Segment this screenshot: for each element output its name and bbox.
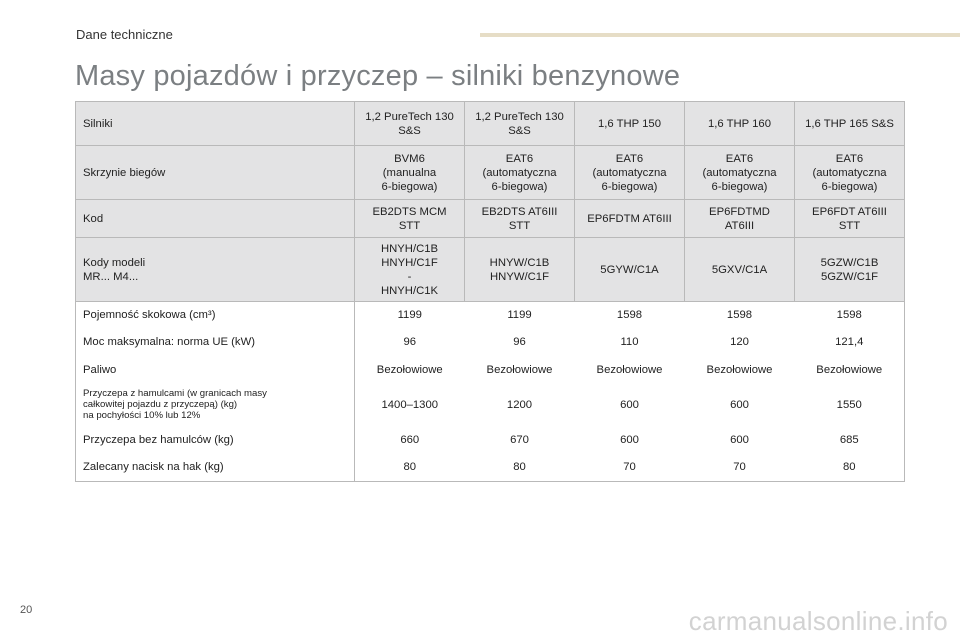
table-cell: EAT6 (automatyczna 6-biegowa) [685,146,795,200]
table-row [76,102,905,146]
table-cell: 5GYW/C1A [575,238,685,302]
row-label: Paliwo [76,356,355,384]
table-cell: HNYW/C1B HNYW/C1F [465,238,575,302]
table-cell: EB2DTS AT6III STT [465,200,575,238]
spec-table [75,101,905,482]
table-cell: Bezołowiowe [376,363,443,376]
table-cell: 600 [730,398,749,411]
page-title: Masy pojazdów i przyczep – silniki benzynowe [75,60,681,92]
table-row [76,356,905,384]
table-row [76,302,905,328]
table-cell: 80 [795,454,905,482]
table-cell: 70 [575,454,685,482]
table-cell: Bezołowiowe [706,363,773,376]
table-cell: 1199 [355,302,465,328]
row-label: Przyczepa bez hamulców (kg) [76,426,355,454]
table-cell: 96 [403,335,417,348]
table-row [76,328,905,356]
table-cell: EAT6 (automatyczna 6-biegowa) [795,146,905,200]
table-cell: 1,2 PureTech 130 S&S [465,102,575,146]
row-label: Zalecany nacisk na hak (kg) [76,454,355,482]
row-label: Moc maksymalna: norma UE (kW) [76,328,355,356]
table-cell: 1,6 THP 165 S&S [795,102,905,146]
table-cell: 600 [730,433,749,446]
table-cell: 96 [513,335,526,348]
table-cell: 1199 [465,302,575,328]
table-row [76,146,905,200]
table-row [76,200,905,238]
table-cell: 1,2 PureTech 130 S&S [355,102,465,146]
table-row [76,426,905,454]
table-cell: 110 [620,335,639,348]
table-cell: 70 [685,454,795,482]
table-cell: 5GZW/C1B 5GZW/C1F [795,238,905,302]
row-label: Kody modeli MR... M4... [76,238,355,302]
table-cell: 600 [620,398,639,411]
table-cell: 120 [730,335,749,348]
table-cell: 1400–1300 [381,398,439,411]
table-row [76,384,905,426]
table-cell: HNYH/C1B HNYH/C1F - HNYH/C1K [355,238,465,302]
table-cell: 1598 [795,302,905,328]
table-cell: BVM6 (manualna 6-biegowa) [355,146,465,200]
table-cell: 5GXV/C1A [685,238,795,302]
section-label: Dane techniczne [76,27,173,42]
table-cell: 1200 [506,398,533,411]
table-cell: EP6FDT AT6III STT [795,200,905,238]
table-row [76,238,905,302]
row-label: Pojemność skokowa (cm³) [76,302,355,328]
table-cell: 121,4 [795,328,905,356]
table-cell: 685 [795,426,905,454]
row-label: Kod [76,200,355,238]
row-label: Skrzynie biegów [76,146,355,200]
watermark: carmanualsonline.info [688,606,948,636]
table-cell: 600 [620,433,639,446]
spec-table-body [76,102,905,482]
table-cell: EP6FDTMD AT6III [685,200,795,238]
row-label: Silniki [76,102,355,146]
page-number: 20 [20,604,33,616]
row-label: Przyczepa z hamulcami (w granicach masy całkowitej pojazdu z przyczepą) (kg) na pochyłości 10% lub 12% [76,384,355,426]
table-cell: EP6FDTM AT6III [575,200,685,238]
table-cell: 80 [465,454,575,482]
table-cell: EAT6 (automatyczna 6-biegowa) [575,146,685,200]
table-cell: Bezołowiowe [486,363,553,376]
table-cell: 1598 [685,302,795,328]
table-cell: EB2DTS MCM STT [355,200,465,238]
table-cell: 1598 [575,302,685,328]
table-cell: Bezołowiowe [795,356,905,384]
table-cell: 80 [355,454,465,482]
table-cell: 670 [510,433,529,446]
table-cell: 1,6 THP 160 [685,102,795,146]
table-cell: 1,6 THP 150 [575,102,685,146]
table-cell: Bezołowiowe [596,363,663,376]
table-cell: EAT6 (automatyczna 6-biegowa) [465,146,575,200]
table-cell: 660 [400,433,420,446]
table-cell: 1550 [795,384,905,426]
table-row [76,454,905,482]
header-rule [480,33,960,37]
